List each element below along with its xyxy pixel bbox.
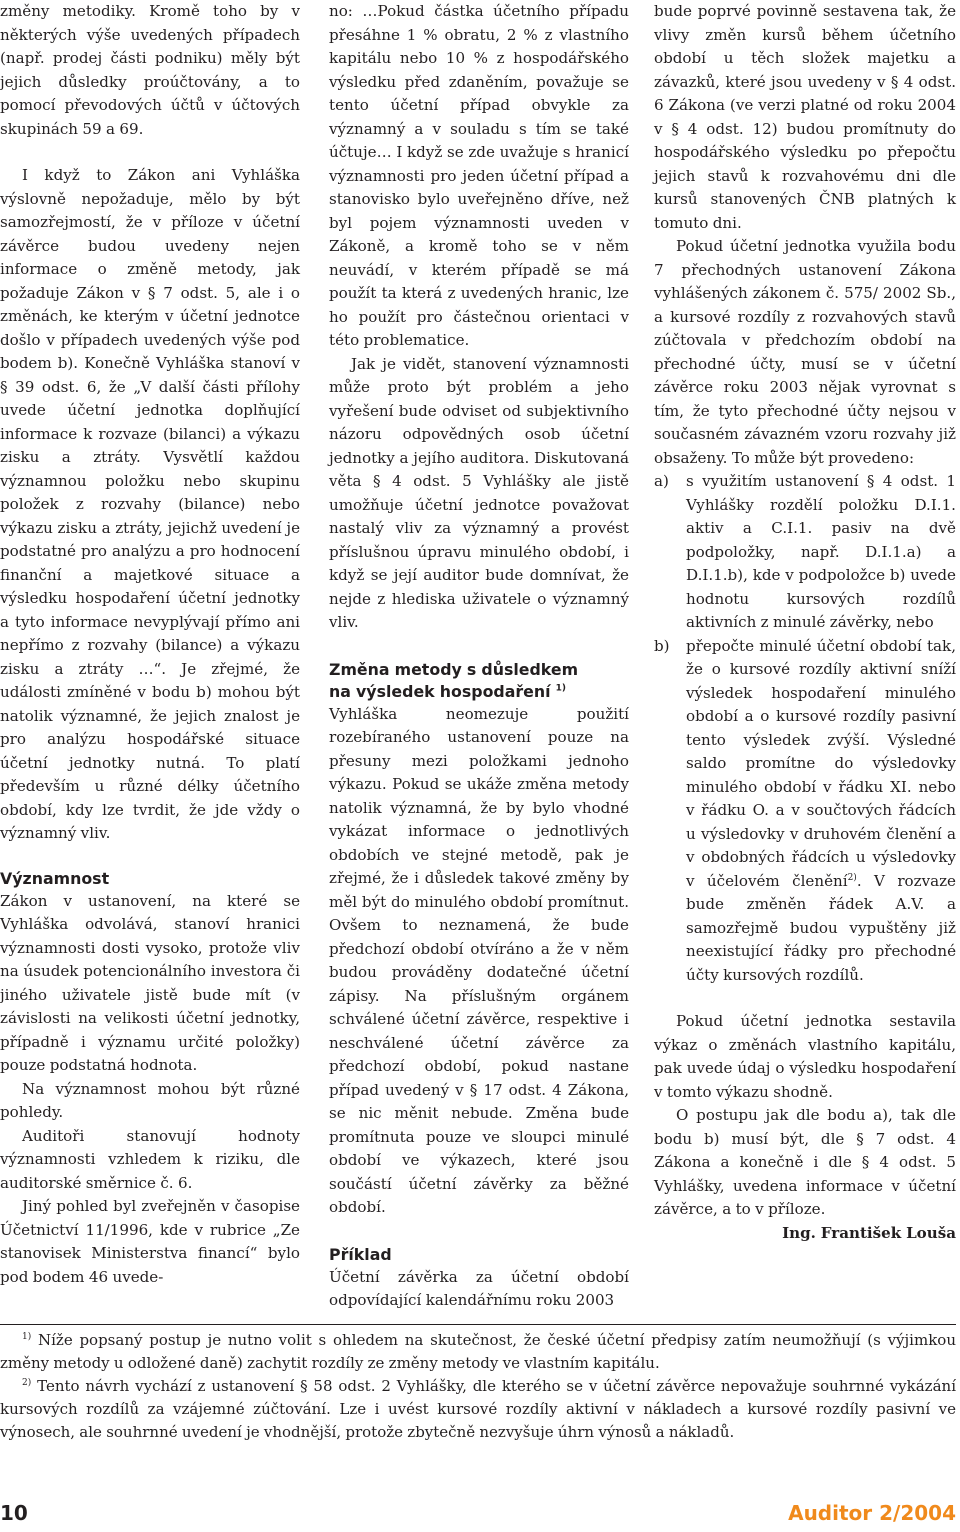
paragraph: I když to Zákon ani Vyhláška výslovně nepožaduje, mělo by být samozřejmostí, že v příloze v účetní závěrce budou uvedeny nejen informace o změně metody, jak požaduje Zákon v § 7 odst. 5, ale i o změnách, ke kterým v účetní jednotce došlo v případech uvedených výše pod bodem b). Konečně Vyhláška stanoví v § 39 odst. 6, že „V další části přílohy uvede účetní jednotka doplňující informace k rozvaze (bilanci) a výkazu zisku a ztráty. Vysvětlí každou významnou položku nebo skupinu položek z rozvahy (bilance) nebo výkazu zisku a ztráty, jejichž uvedení je podstatné pro analýzu a pro hodnocení finanční a majetkové situace a výsledku hospodaření účetní jednotky a tyto informace nevyplývají přímo ani nepřímo z rozvahy (bilance) a výkazu zisku a ztráty …“. Je zřejmé, že události zmíněné v bodu b) mohou být natolik významné, že jejich znalost je pro analýzu hospodářské situace účetní jednotky nutná. To platí především u různé délky účetního období, kdy lze tvrdit, že jde vždy o významný vliv. (0, 166, 300, 842)
list-text-tail: . V rozvaze bude změněn řádek A.V. a samozřejmě budou vypuštěny již neexistující řádky pro přechodné účty kursových rozdílů. (686, 871, 956, 984)
heading-line: Změna metody s důsledkem (329, 659, 579, 679)
left-column (0, 0, 300, 1289)
section-heading: Významnost (0, 868, 110, 888)
paragraph: Zákon v ustanovení, na které se Vyhláška odvolává, stanoví hranici významnosti dosti vysoko, protože vliv na úsudek potencionálního investora či jiného uživatele jistě bude mít (v závislosti na velikosti účetní jednotky, případně i významu určité položky) pouze podstatná hodnota. (0, 891, 300, 1074)
paragraph: O postupu jak dle bodu a), tak dle bodu b) musí být, dle § 7 odst. 4 Zákona a konečně i dle § 4 odst. 5 Vyhlášky, uvedena informace v účetní závěrce, a to v příloze. (654, 1106, 956, 1218)
section-heading: Příklad (329, 1244, 392, 1264)
heading-text: na výsledek hospodaření (329, 681, 551, 701)
list-item (654, 635, 956, 988)
list-marker: a) (654, 472, 669, 490)
list-marker: b) (654, 636, 670, 655)
paragraph: Vyhláška neomezuje použití rozebíraného ustanovení pouze na přesuny mezi položkami jednoho výkazu. Pokud se ukáže změna metody natolik významná, že by bylo vhodné vykázat informace o jednotlivých obdobích ve stejné metodě, pak je zřejmé, že i důsledek takové změny by měl být do minulého období promítnut. Ovšem to neznamená, že bude předchozí období otvíráno a že v něm budou prováděny dodatečné účetní zápisy. Na příslušným orgánem schválené účetní závěrce, respektive i neschválené účetní závěrce za předchozí období, pokud nastane případ uvedený v § 17 odst. 4 Zákona, se nic měnit nebude. Změna bude promítnuta pouze ve sloupci minulé období ve výkazech, které jsou součástí účetní závěrky za běžné období. (329, 704, 629, 1216)
paragraph: Jak je vidět, stanovení významnosti může proto být problém a jeho vyřešení bude odviset od subjektivního názoru odpovědných osob účetní jednotky a jejího auditora. Diskutovaná věta § 4 odst. 5 Vyhlášky ale jistě umožňuje účetní jednotce považovat nastalý vliv za významný a provést příslušnou úpravu minulého období, i když se její auditor bude domnívat, že nejde z hlediska uživatele o významný vliv. (329, 354, 629, 631)
paragraph: Na významnost mohou být různé pohledy. (0, 1079, 300, 1121)
list-text: přepočte minulé účetní období tak, že o kursové rozdíly aktivní sníží výsledek hospodaření minulého období a o kursové rozdíly pasivní tento výsledek zvýší. Výsledné saldo promítne do výsledovky minulého období v řádku XI. nebo v řádku O. a v součtových řádcích u výsledovky v druhovém členění a v obdobných řádcích u výsledovky v účelovém členění (686, 636, 956, 890)
paragraph: Pokud účetní jednotka sestavila výkaz o změnách vlastního kapitálu, pak uvede údaj o výsledku hospodaření v tomto výkazu shodně. (654, 1012, 956, 1101)
paragraph: Pokud účetní jednotka využila bodu 7 přechodných ustanovení Zákona vyhlášených zákonem č. 575/ 2002 Sb., a kursové rozdíly z rozvahových stavů zúčtovala v předchozím období na přechodné účty, musí se v účetní závěrce roku 2003 nějak vyrovnat s tím, že tyto přechodné účty nejsou v současném závazném vzoru rozvahy již obsaženy. To může být provedeno: (654, 237, 956, 467)
author-signature: Ing. František Louša (782, 1223, 956, 1242)
page-number: 10 (0, 1501, 28, 1525)
footnote-text: Tento návrh vychází z ustanovení § 58 odst. 2 Vyhlášky, dle kterého se v účetní závěrce nepovažuje souhrnné vykázání kursových rozdílů za vzájemné zúčtování. Lze i uvést kursové rozdíly aktivní v nákladech a kursové rozdíly pasivní ve výnosech, ale souhrnné uvedení je vhodnější, protože zbytečně nezvyšuje úhrn výnosů a nákladů. (0, 1377, 956, 1441)
footnote-ref: 1) (555, 683, 567, 694)
paragraph: Jiný pohled byl zveřejněn v časopise Účetnictví 11/1996, kde v rubrice „Ze stanovisek Ministerstva financí“ bylo pod bodem 46 uvede- (0, 1197, 300, 1286)
footnote-divider (0, 1324, 956, 1325)
footnotes (0, 1329, 956, 1444)
magazine-title: Auditor 2/2004 (788, 1501, 956, 1525)
paragraph: no: …Pokud částka účetního případu přesáhne 1 % obratu, 2 % z vlastního kapitálu nebo 10 % z hospodářského výsledku před zdaněním, považuje se tento účetní případ obvykle za významný a v souladu s tím se také účtuje… I když se zde uvažuje s hranicí významnosti pro jeden účetní případ a stanovisko bylo uveřejněno dříve, než byl pojem významnosti uveden v Zákoně, a kromě toho se v něm neuvádí, v kterém případě se má použít ta která z uvedených hranic, lze ho použít pro částečnou orientaci v této problematice. (329, 2, 629, 349)
paragraph: Účetní závěrka za účetní období odpovídající kalendářnímu roku 2003 (329, 1267, 629, 1309)
right-column (654, 0, 956, 1245)
footnote-marker: 2) (22, 1378, 32, 1388)
paragraph: změny metodiky. Kromě toho by v některých výše uvedených případech (např. prodej části podniku) měly být jejich důsledky proúčtovány, a to pomocí převodových účtů v účtových skupinách 59 a 69. (0, 2, 300, 138)
paragraph: Auditoři stanovují hodnoty významnosti vzhledem k riziku, dle auditorské směrnice č. 6. (0, 1126, 300, 1192)
footnote (0, 1375, 956, 1444)
footnote (0, 1329, 956, 1375)
footnote-marker: 1) (22, 1332, 32, 1342)
heading-line (329, 681, 629, 703)
middle-column (329, 0, 629, 1313)
footnote-ref: 2) (847, 872, 857, 883)
list-item (654, 470, 956, 635)
section-heading (329, 659, 629, 703)
footnote-text: Níže popsaný postup je nutno volit s ohledem na skutečnost, že české účetní předpisy zatím neumožňují (s výjimkou změny metody u odložené daně) zachytit rozdíly ze změny metody ve vlastním kapitálu. (0, 1331, 956, 1372)
list-text: s využitím ustanovení § 4 odst. 1 Vyhlášky rozdělí položku D.I.1. aktiv a C.I.1. pasiv na dvě podpoložky, např. D.I.1.a) a D.I.1.b), kde v podpoložce b) uvede hodnotu kursových rozdílů aktivních z minulé závěrky, nebo (686, 472, 956, 631)
paragraph: bude poprvé povinně sestavena tak, že vlivy změn kursů během účetního období u těch složek majetku a závazků, které jsou uvedeny v § 4 odst. 6 Zákona (ve verzi platné od roku 2004 v § 4 odst. 12) budou promítnuty do hospodářského výsledku po přepočtu jejich stavů k rozvahovému dni dle kursů stanovených ČNB platných k tomuto dni. (654, 2, 956, 232)
